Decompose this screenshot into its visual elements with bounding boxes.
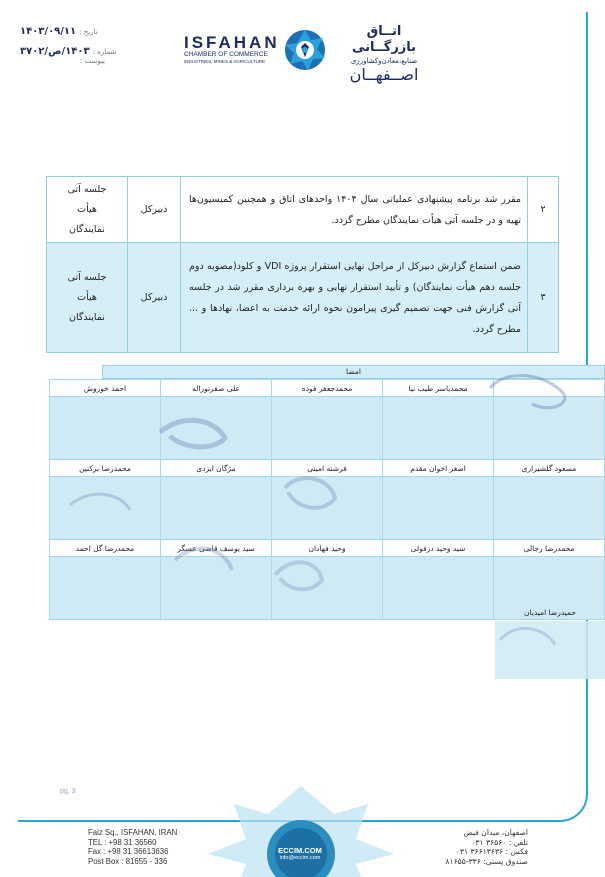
signatory-name-last: حمیدرضا امیدیان (523, 608, 576, 617)
resolution-deadline (47, 243, 128, 353)
signature-cell (50, 477, 161, 540)
signatory-name: فرشته امینی (272, 460, 383, 477)
logo-fa-2: صنایع،معادن‌وکشاورزی (350, 57, 418, 65)
signatures-table (49, 379, 605, 620)
footer-website (260, 846, 340, 862)
signatory-name: سید وحید دزفولی (383, 540, 494, 557)
signatory-name: وحید فهادان (272, 540, 383, 557)
signature-names-row (50, 540, 605, 557)
footer-line: Fax : +98 31 36613636 (88, 847, 169, 856)
table-row (47, 243, 559, 353)
footer-site-url[interactable]: ECCIM.COM (278, 846, 322, 855)
resolution-description: ضمن استماع گزارش دبیرکل از مراحل نهایی استقرار پروژه VDI و کلود(مصوبه دوم جلسه دهم هیأت نمایندگان) و تأیید استقرار نهایی و بهره برداری مقرر شد در جلسه آتی گزارش فنی جهت تصمیم گیری پیرامون نحوه ارائه خدمت به اعضا، نهادها و ... مطرح گردد. (181, 243, 528, 353)
signature-names-row (50, 460, 605, 477)
footer-line: Faiz Sq., ISFAHAN, IRAN (88, 828, 178, 837)
signatory-name: مژگان ایزدی (161, 460, 272, 477)
resolution-responsible: دبیرکل (128, 177, 181, 243)
date-value: ۱۴۰۳/۰۹/۱۱ (20, 26, 77, 37)
footer-line: فکس : ۳۶۶۱۳۶۳۶ ۰۳۱ (455, 847, 528, 856)
signature-space-row (50, 477, 605, 540)
logo-en-sub: CHAMBER OF COMMERCE (184, 51, 268, 58)
signature-cell (161, 557, 272, 620)
signatory-name: علی صفرنوراله (161, 380, 272, 397)
number-value: ۱۴۰۳/ص/۳۷۰۲ (20, 46, 90, 57)
deadline-line: هیأت (77, 203, 97, 215)
signatory-name: اصغر اخوان مقدم (383, 460, 494, 477)
resolutions-table (46, 176, 559, 353)
chamber-emblem-icon (278, 26, 332, 74)
resolution-description: مقرر شد برنامه پیشنهادی عملیاتی سال ۱۴۰۴ واحدهای اتاق و همچنین کمیسیون‌ها تهیه و در جلسه آتی هیأت نمایندگان مطرح گردد. (181, 177, 528, 243)
signature-cell (494, 477, 605, 540)
signature-cell (272, 397, 383, 460)
footer-line: اصفهان، میدان فیض (463, 828, 528, 837)
signatory-name: احمد خوروش (50, 380, 161, 397)
signature-cell (272, 557, 383, 620)
signature-cell (161, 397, 272, 460)
letter-meta (20, 26, 120, 77)
logo-english (184, 34, 284, 65)
signatures-title: امضا (102, 365, 605, 379)
footer-email[interactable]: info@eccim.com (279, 855, 321, 861)
signatory-name (494, 380, 605, 397)
signatory-name: محمدیاسر طیب نیا (383, 380, 494, 397)
footer-line: TEL : +98 31 36560 (88, 837, 157, 847)
signatory-name: محمدرضا گل احمد (50, 540, 161, 557)
resolution-responsible: دبیرکل (128, 243, 181, 353)
resolution-number: ۳ (528, 243, 559, 353)
signature-names-row (50, 380, 605, 397)
signatures-section (53, 365, 605, 620)
signatory-name: محمدجعفر فوده (272, 380, 383, 397)
deadline-line: جلسه آتی (67, 183, 107, 195)
signature-cell (383, 477, 494, 540)
signature-cell (494, 397, 605, 460)
deadline-line: نمایندگان (69, 223, 105, 235)
signature-cell (50, 397, 161, 460)
table-row (47, 177, 559, 243)
deadline-line: جلسه آتی (67, 271, 107, 283)
signatory-name: محمدرضا رجالی (494, 540, 605, 557)
signatory-name: محمدرضا برکتین (50, 460, 161, 477)
number-label: شماره : (92, 48, 117, 56)
logo-persian (334, 24, 434, 84)
resolution-number: ۲ (528, 177, 559, 243)
logo-en-main: ISFAHAN (184, 33, 280, 52)
signature-cell (161, 477, 272, 540)
date-label: تاریخ : (79, 28, 98, 36)
signatory-name: سید یوسف قاضی عسگر (161, 540, 272, 557)
resolution-deadline (47, 177, 128, 243)
signature-cell (383, 557, 494, 620)
page-number: pg. 3 (60, 788, 76, 795)
footer-address-fa (428, 828, 528, 866)
footer-line: تلفن : ۳۶۵۶۰ ۰۳۱ (471, 837, 528, 847)
footer-line: صندوق پستی: ۳۳۶-۸۱۶۵۵ (445, 856, 528, 866)
logo-fa-3: اصــفهــان (349, 65, 419, 84)
signatory-name: مسعود گلشیرازی (494, 460, 605, 477)
footer-address-en (88, 828, 208, 866)
signature-cell (272, 477, 383, 540)
deadline-line: نمایندگان (69, 311, 105, 323)
attachment-label: پیوست : (80, 57, 105, 65)
footer-emblem-icon (206, 784, 396, 877)
signature-cell (50, 557, 161, 620)
deadline-line: هیأت (77, 291, 97, 303)
logo-en-sub2: INDUSTRIES, MINES & AGRICULTURE (184, 59, 266, 64)
signature-cell (495, 621, 605, 679)
signature-space-row (50, 397, 605, 460)
footer-line: Post Box : 81655 - 336 (88, 856, 168, 866)
logo-fa-1: اتــاق بازرگــانی (351, 24, 417, 55)
signature-cell (383, 397, 494, 460)
